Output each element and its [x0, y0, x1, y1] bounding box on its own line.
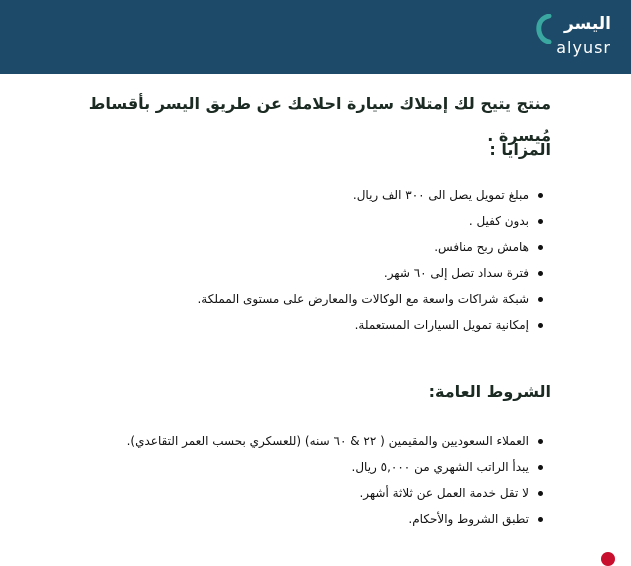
list-item: لا تقل خدمة العمل عن ثلاثة أشهر. — [40, 480, 529, 506]
list-item: تطبق الشروط والأحكام. — [40, 506, 529, 532]
product-intro: منتج يتيح لك إمتلاك سيارة احلامك عن طريق اليسر بأقساط مُيسرة . — [88, 94, 551, 145]
list-item: يبدأ الراتب الشهري من ٥,٠٠٠ ريال. — [40, 454, 529, 480]
list-item: بدون كفيل . — [40, 208, 529, 234]
list-item: العملاء السعوديين والمقيمين ( ٢٢ & ٦٠ سنه) (للعسكري بحسب العمر التقاعدي). — [40, 428, 529, 454]
list-item: مبلغ تمويل يصل الى ٣٠٠ الف ريال. — [40, 182, 529, 208]
alyusr-logo-mark-icon — [535, 14, 553, 44]
terms-title: الشروط العامة: — [428, 382, 551, 401]
site-header — [0, 0, 631, 74]
logo-latin-text: alyusr — [556, 38, 611, 57]
benefits-title: المزايا : — [489, 140, 551, 159]
benefits-list — [40, 182, 551, 338]
alyusr-logo[interactable] — [531, 12, 611, 62]
terms-list — [40, 428, 551, 532]
list-item: شبكة شراكات واسعة مع الوكالات والمعارض على مستوى المملكة. — [40, 286, 529, 312]
list-item: فترة سداد تصل إلى ٦٠ شهر. — [40, 260, 529, 286]
product-description — [40, 88, 551, 532]
list-item: هامش ربح منافس. — [40, 234, 529, 260]
chat-launcher-button[interactable] — [601, 552, 615, 566]
logo-arabic-text: اليسر — [563, 14, 611, 34]
list-item: إمكانية تمويل السيارات المستعملة. — [40, 312, 529, 338]
